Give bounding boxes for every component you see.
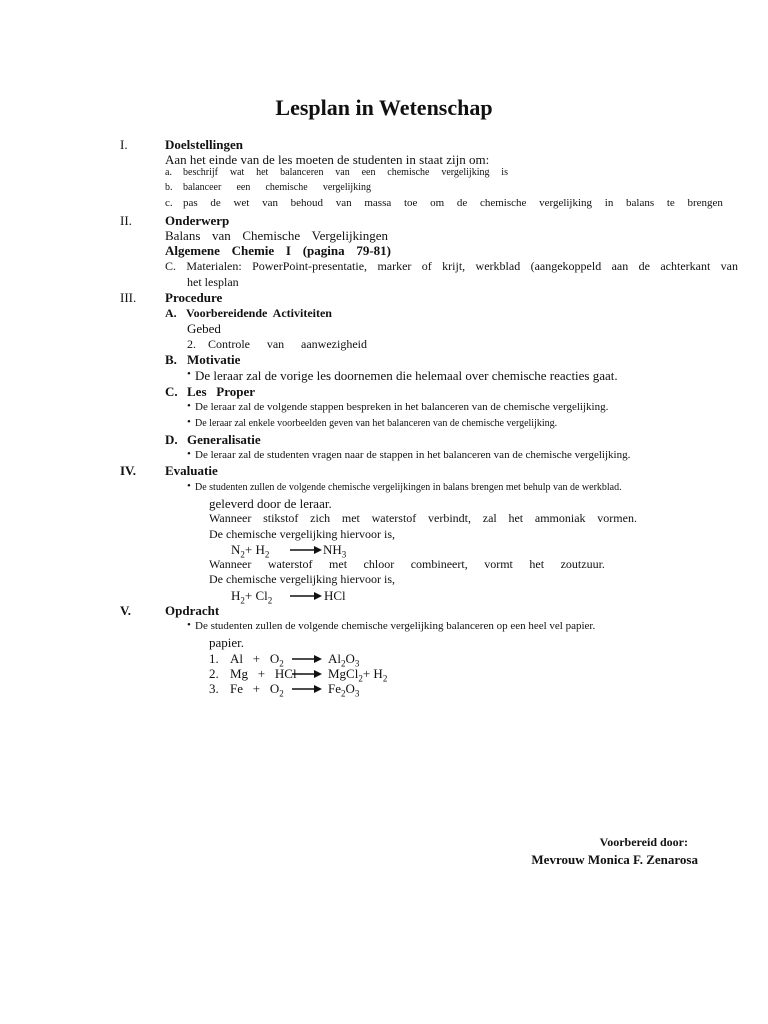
word: zal (482, 511, 497, 525)
word: (aangekoppeld (530, 259, 602, 273)
equation-number: 3. (209, 681, 219, 696)
generalisation-bullet: De leraar zal de studenten vragen naar de stappen in het balanceren van de chemische vergelijking. (195, 449, 631, 461)
word: Wanneer (209, 557, 252, 571)
word: of (421, 259, 432, 273)
equation-2-reactants: Mg + HCl (230, 666, 297, 681)
word: van (266, 337, 285, 351)
word: I (285, 243, 291, 258)
evaluation-question-2 (209, 558, 605, 570)
word: Chemische (242, 228, 301, 243)
subsection-heading-voorbereidende: Voorbereidende Activiteiten (186, 306, 332, 320)
word: waterstof (267, 557, 313, 571)
word: massa (364, 197, 392, 209)
word: de (638, 259, 650, 273)
word: combineert, (410, 557, 468, 571)
prepared-by-name: Mevrouw Monica F. Zenarosa (531, 852, 698, 867)
evaluation-bullet: De studenten zullen de volgende chemische vergelijkingen in balans brengen met behulp van de werkblad. (195, 482, 622, 493)
equation-1-reactants: $Al + O_2$ (230, 651, 284, 669)
word: Wanneer (209, 511, 252, 525)
word: de (456, 197, 468, 209)
word: aan (611, 259, 629, 273)
assignment-bullet: De studenten zullen de volgende chemische vergelijking balanceren op een heel vel papier. (195, 620, 596, 632)
word: te (666, 197, 675, 209)
section-heading-procedure: Procedure (165, 290, 223, 305)
document-title: Lesplan in Wetenschap (275, 95, 493, 120)
objective-c (183, 198, 723, 209)
word: het (508, 511, 524, 525)
equation-ammonia-product: $NH_3$ (323, 542, 347, 560)
evaluation-question-1 (209, 512, 637, 524)
word: wat (229, 167, 245, 178)
section-heading-onderwerp: Onderwerp (165, 213, 230, 228)
word: vormen. (597, 511, 637, 525)
word: marker (377, 259, 412, 273)
objective-marker: b. (165, 182, 173, 193)
word: krijt, (442, 259, 466, 273)
subsection-heading-les-proper: Les Proper (187, 384, 255, 399)
bullet-symbol: • (187, 416, 191, 428)
word: ammoniak (534, 511, 586, 525)
word: chemische (479, 197, 527, 209)
word: vormt (484, 557, 513, 571)
word: (pagina (302, 243, 345, 258)
equation-number: 2. (209, 666, 219, 681)
section-numeral: II. (120, 213, 132, 228)
word: C. (165, 259, 177, 273)
equation-ammonia-reactants: $N_2+ H_2$ (231, 542, 270, 560)
word: vergelijking (322, 182, 371, 193)
section-numeral: III. (120, 290, 137, 305)
prepared-by-label: Voorbereid door: (599, 835, 688, 849)
reaction-arrow-icon (292, 667, 322, 681)
bullet-symbol: • (187, 448, 191, 460)
section-numeral: IV. (120, 463, 137, 478)
materials-line (165, 260, 738, 272)
word: van (335, 197, 352, 209)
word: chloor (363, 557, 395, 571)
word: chemische (387, 167, 430, 178)
objective-b (183, 183, 371, 193)
word: Controle (208, 337, 250, 351)
lesson-bullet-2: De leraar zal enkele voorbeelden geven van het balanceren van de chemische vergelijking. (195, 418, 558, 429)
objective-marker: c. (165, 197, 173, 209)
topic-title (165, 229, 388, 242)
section-heading-evaluatie: Evaluatie (165, 463, 218, 478)
word: Materialen: (186, 259, 242, 273)
lesson-bullet-1: De leraar zal de volgende stappen bespreken in het balanceren van de chemische vergelijking. (195, 401, 609, 413)
word: Algemene (165, 243, 220, 258)
equation-label: De chemische vergelijking hiervoor is, (209, 527, 396, 541)
word: balanceren (280, 167, 324, 178)
word: van (211, 228, 231, 243)
word: vergelijking (539, 197, 593, 209)
equation-number: 1. (209, 651, 219, 666)
subsection-label: A. (165, 306, 177, 320)
subsection-label: B. (165, 352, 177, 367)
word: van (262, 197, 278, 209)
motivation-bullet: De leraar zal de vorige les doornemen die helemaal over chemische reacties gaat. (195, 368, 618, 383)
word: met (341, 511, 360, 525)
word: van (720, 259, 738, 273)
assignment-bullet-continuation: papier. (209, 635, 245, 650)
word: waterstof (371, 511, 417, 525)
word: 79-81) (356, 243, 391, 258)
evaluation-bullet-continuation: geleverd door de leraar. (209, 496, 332, 511)
objective-marker: a. (165, 167, 172, 178)
reaction-arrow-icon (290, 543, 322, 557)
word: om (430, 197, 445, 209)
word: het (529, 557, 545, 571)
word: Vergelijkingen (311, 228, 388, 243)
word: PowerPoint-presentatie, (252, 259, 368, 273)
subsection-label: D. (165, 432, 178, 447)
word: balans (626, 197, 655, 209)
activity-item: Gebed (187, 321, 221, 336)
bullet-symbol: • (187, 480, 191, 492)
subsection-label: C. (165, 384, 178, 399)
section-heading-doelstellingen: Doelstellingen (165, 137, 243, 152)
equation-hcl-product: HCl (324, 588, 346, 603)
word: het (256, 167, 269, 178)
word: zich (310, 511, 331, 525)
materials-continuation: het lesplan (187, 275, 239, 289)
section-heading-opdracht: Opdracht (165, 603, 220, 618)
objective-a (183, 168, 508, 178)
word: in (604, 197, 614, 209)
equation-label: De chemische vergelijking hiervoor is, (209, 572, 396, 586)
word: toe (403, 197, 418, 209)
subsection-heading-generalisatie: Generalisatie (187, 432, 261, 447)
word: chemische (265, 182, 308, 193)
word: pas (183, 197, 198, 209)
equation-2-products: MgCl$_2$+ $H_2$ (328, 666, 388, 684)
word: de (210, 197, 221, 209)
word: verbindt, (428, 511, 472, 525)
word: aanwezigheid (301, 337, 367, 351)
section-numeral: V. (120, 603, 131, 618)
word: brengen (687, 197, 723, 209)
equation-1-product: $Al_2O_3$ (328, 651, 360, 669)
activity-item (208, 338, 367, 350)
word: vergelijking (441, 167, 490, 178)
word: wet (233, 197, 250, 209)
word: Chemie (231, 243, 275, 258)
section-numeral: I. (120, 137, 128, 152)
reaction-arrow-icon (292, 682, 322, 696)
objectives-intro: Aan het einde van de les moeten de studenten in staat zijn om: (165, 152, 490, 167)
equation-hcl-reactants: $H_2+ Cl_2$ (231, 588, 273, 606)
word: van (335, 167, 350, 178)
word: een (236, 182, 251, 193)
bullet-symbol: • (187, 400, 191, 412)
reaction-arrow-icon (290, 589, 322, 603)
word: werkblad (475, 259, 521, 273)
word: is (501, 167, 508, 178)
equation-3-product: $Fe_2O_3$ (328, 681, 360, 699)
word: zoutzuur. (560, 557, 605, 571)
word: behoud (290, 197, 324, 209)
activity-number: 2. (187, 337, 196, 351)
equation-3-reactants: $Fe + O_2$ (230, 681, 284, 699)
reaction-arrow-icon (292, 652, 322, 666)
word: met (329, 557, 348, 571)
word: balanceer (183, 182, 222, 193)
word: Balans (165, 228, 201, 243)
bullet-symbol: • (187, 368, 191, 380)
bullet-symbol: • (187, 619, 191, 631)
book-reference (165, 244, 391, 257)
word: beschrijf (183, 167, 218, 178)
word: een (361, 167, 376, 178)
word: stikstof (263, 511, 299, 525)
subsection-heading-motivatie: Motivatie (187, 352, 241, 367)
word: achterkant (660, 259, 711, 273)
